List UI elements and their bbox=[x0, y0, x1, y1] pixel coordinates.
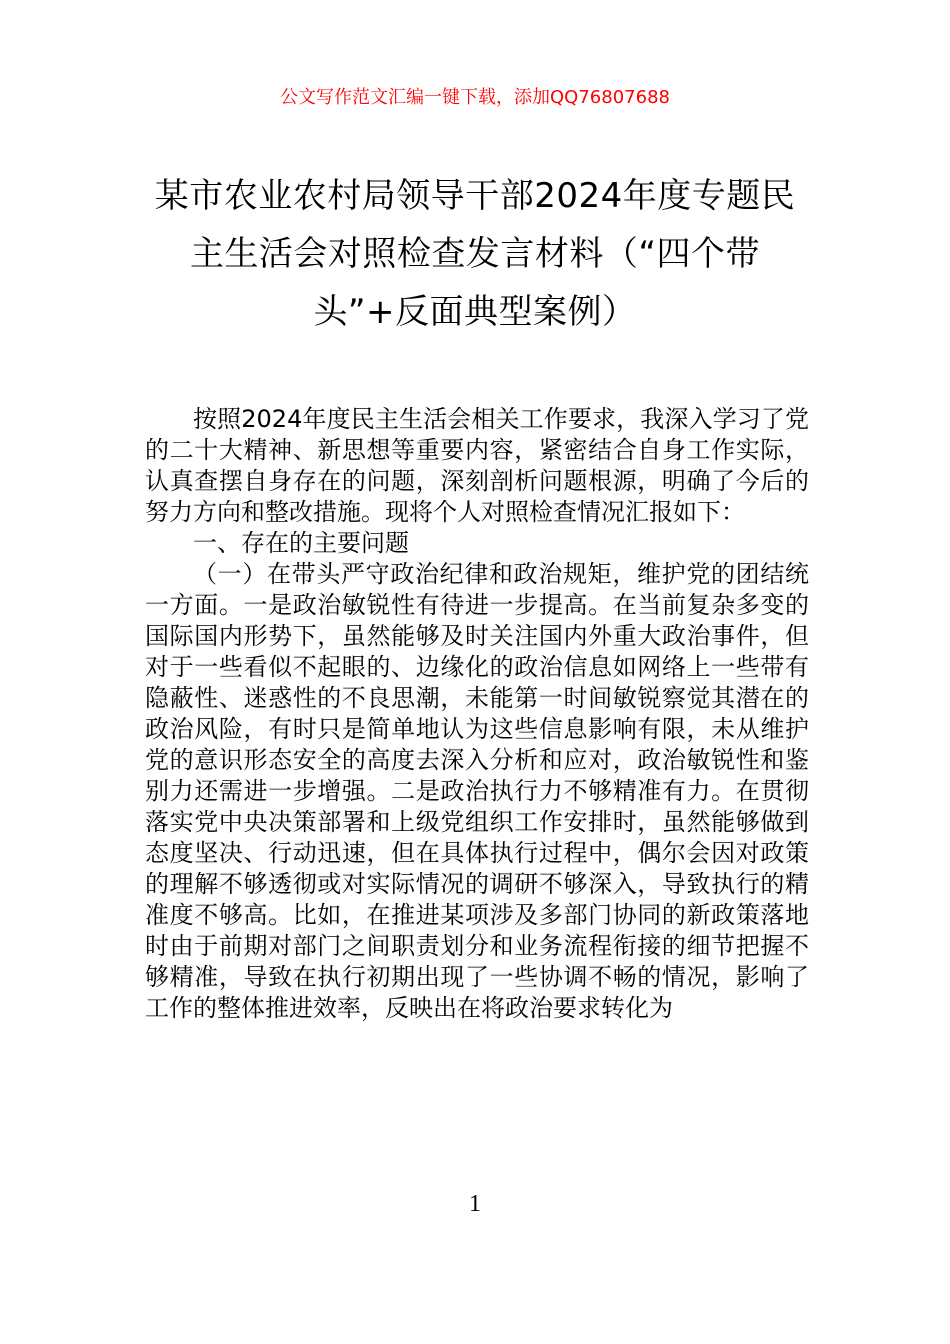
section-heading: 一、存在的主要问题 bbox=[193, 529, 409, 557]
intro-paragraph: 按照2024年度民主生活会相关工作要求，我深入学习了党的二十大精神、新思想等重要内容，紧密结合自身工作实际，认真查摆自身存在的问题，深刻剖析问题根源，明确了今后的努力方向和整改措施。现将个人对照检查情况汇报如下： bbox=[145, 405, 809, 526]
page-number: 1 bbox=[469, 1191, 481, 1217]
document-title: 某市农业农村局领导干部2024年度专题民主生活会对照检查发言材料（“四个带头”+反面典型案例） bbox=[154, 176, 796, 332]
problem-paragraph: （一）在带头严守政治纪律和政治规矩，维护党的团结统一方面。一是政治敏锐性有待进一步提高。在当前复杂多变的国际国内形势下，虽然能够及时关注国内外重大政治事件，但对于一些看似不起眼的、边缘化的政治信息如网络上一些带有隐蔽性、迷惑性的不良思潮，未能第一时间敏锐察觉其潜在的政治风险，有时只是简单地认为这些信息影响有限，未从维护党的意识形态安全的高度去深入分析和应对，政治敏锐性和鉴别力还需进一步增强。二是政治执行力不够精准有力。在贯彻落实党中央决策部署和上级党组织工作安排时，虽然能够做到态度坚决、行动迅速，但在具体执行过程中，偶尔会因对政策的理解不够透彻或对实际情况的调研不够深入，导致执行的精准度不够高。比如，在推进某项涉及多部门协同的新政策落地时由于前期对部门之间职责划分和业务流程衔接的细节把握不够精准，导致在执行初期出现了一些协调不畅的情况，影响了工作的整体推进效率，反映出在将政治要求转化为 bbox=[145, 560, 809, 1022]
download-promo-note: 公文写作范文汇编一键下载，添加QQ76807688 bbox=[280, 87, 670, 108]
document-body bbox=[145, 404, 809, 1024]
